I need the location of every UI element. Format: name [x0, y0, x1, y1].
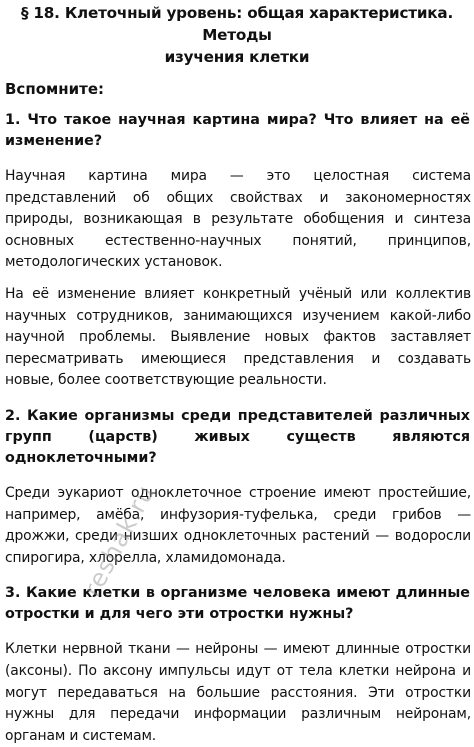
question-1: 1. Что такое научная картина мира? Что влияет на её изменение? [5, 112, 470, 149]
remember-heading: Вспомните: [5, 80, 104, 98]
answer-1-paragraph-2: На её изменение влияет конкретный учёный или коллектив научных сотрудников, занимающихся изучением какой-либо научной проблемы. Выявление новых фактов заставляет пересматривать имеющиеся представления и создавать новые, более соответствующие реальности. [5, 285, 471, 389]
answer-3: Клетки нервной ткани — нейроны — имеют длинные отростки (аксоны). По аксону импульсы идут от тела клетки нейрона и могут передаваться на большие расстояния. Эти отростки нужны для передачи информации различным нейронам, органам и системам. [5, 641, 471, 744]
answer-2: Среди эукариот одноклеточное строение имеют простейшие, например, амёба, инфузория-туфелька, среди грибов — дрожжи, среди низших одноклеточных растений — водоросли спирогира, хлорелла, хламидомонада. [5, 484, 471, 566]
question-3: 3. Какие клетки в организме человека имеют длинные отростки и для чего эти отростки нужны? [5, 585, 470, 623]
page-title-line-1: § 18. Клеточный уровень: общая характеристика. Методы [20, 4, 454, 44]
question-2: 2. Какие организмы среди представителей различных групп (царств) живых существ являются одноклеточными? [5, 407, 470, 466]
page-title-line-2: изучения клетки [164, 48, 310, 66]
watermark: reshak.ru [78, 480, 161, 602]
answer-1-paragraph-1: Научная картина мира — это целостная система представлений об общих свойствах и закономерностях природы, возникающая в результате обобщения и синтеза основных естественно-научных понятий, принципов, методологических установок. [5, 168, 471, 271]
